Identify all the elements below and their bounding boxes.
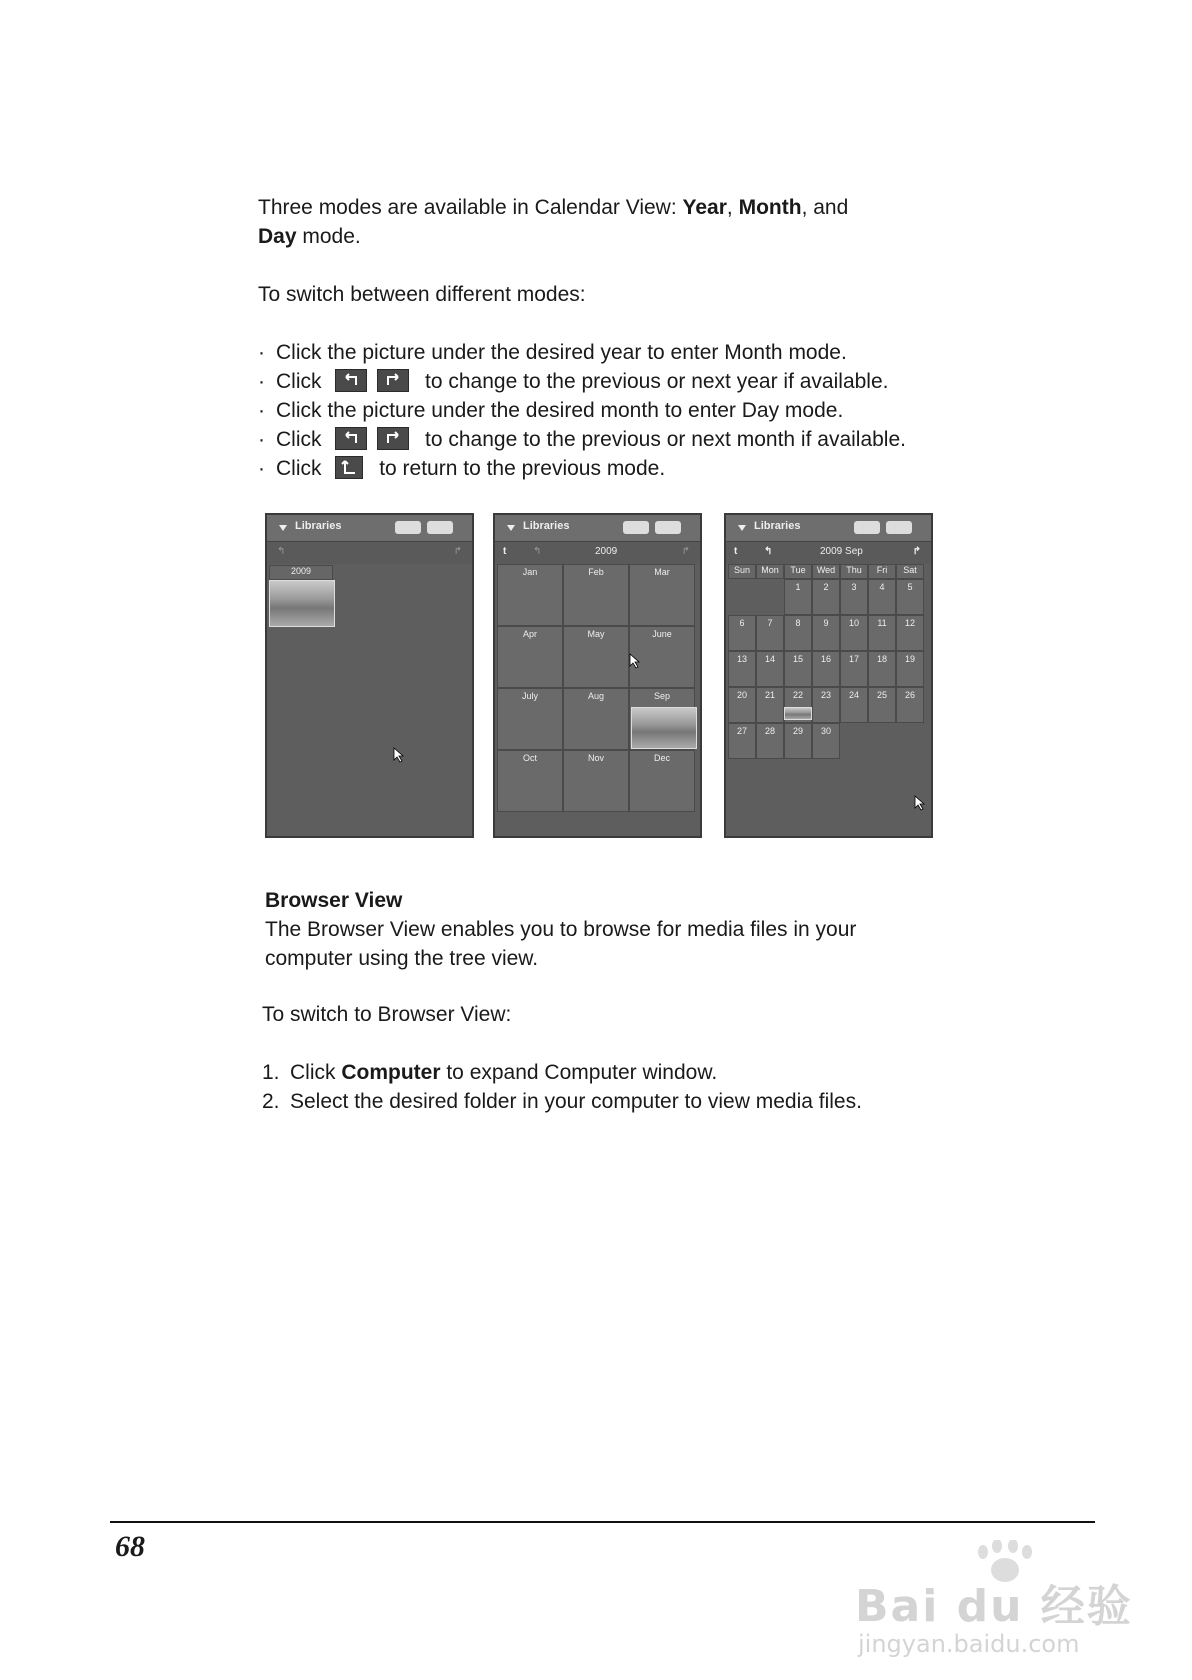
bullet-text: to change to the previous or next month if available.: [425, 428, 906, 451]
browser-desc-line-2: computer using the tree view.: [265, 947, 539, 970]
intro-text: Three modes are available in Calendar View:: [258, 196, 683, 219]
month-thumbnail[interactable]: [631, 707, 697, 749]
bullet-dot: ·: [258, 428, 265, 451]
day-cell[interactable]: 10: [840, 615, 868, 651]
bullet-item: [258, 396, 843, 425]
cursor-icon: [914, 795, 926, 816]
year-mode-screenshot: [265, 513, 474, 838]
month-mode-label: Month: [738, 196, 802, 219]
previous-arrow-icon: [335, 427, 367, 450]
month-cell[interactable]: July: [497, 688, 563, 750]
browser-view-heading: Browser View: [265, 889, 403, 912]
day-cell[interactable]: 27: [728, 723, 756, 759]
collapse-triangle-icon: [279, 525, 287, 531]
day-cell[interactable]: 1: [784, 579, 812, 615]
month-mode-screenshot: [493, 513, 702, 838]
libraries-label: Libraries: [754, 520, 801, 532]
footer-rule: [110, 1521, 1095, 1523]
day-cell[interactable]: 3: [840, 579, 868, 615]
weekday-header: Tue: [784, 564, 812, 579]
next-arrow-icon: [377, 427, 409, 450]
list-view-icon: [655, 521, 681, 534]
intro-line-1: [258, 193, 848, 222]
day-cell[interactable]: 2: [812, 579, 840, 615]
browser-switch-heading: To switch to Browser View:: [262, 1003, 512, 1026]
libraries-label: Libraries: [295, 520, 342, 532]
month-cell[interactable]: June: [629, 626, 695, 688]
calendar-view-icon: [854, 521, 880, 534]
previous-arrow-icon: [335, 369, 367, 392]
day-cell[interactable]: 19: [896, 651, 924, 687]
previous-arrow-icon[interactable]: ↰: [533, 546, 542, 557]
day-thumbnail[interactable]: [784, 707, 812, 720]
click-word: Click: [276, 428, 322, 451]
bullet-text: Click the picture under the desired year to enter Month mode.: [276, 341, 847, 364]
day-cell[interactable]: 26: [896, 687, 924, 723]
bullet-dot: ·: [258, 370, 265, 393]
day-cell[interactable]: 20: [728, 687, 756, 723]
up-level-icon[interactable]: t: [503, 546, 507, 557]
month-cell[interactable]: Jan: [497, 564, 563, 626]
cursor-icon: [393, 747, 405, 768]
libraries-header: [267, 515, 472, 542]
day-cell[interactable]: 18: [868, 651, 896, 687]
day-cell[interactable]: 17: [840, 651, 868, 687]
day-cell[interactable]: 23: [812, 687, 840, 723]
click-word: Click: [276, 370, 322, 393]
libraries-header: [495, 515, 700, 542]
weekday-header: Mon: [756, 564, 784, 579]
intro-line-2: [258, 222, 361, 251]
month-cell[interactable]: Mar: [629, 564, 695, 626]
browser-step-1: [262, 1058, 717, 1087]
day-cell[interactable]: 8: [784, 615, 812, 651]
libraries-header: [726, 515, 931, 542]
year-mode-label: Year: [682, 196, 727, 219]
day-cell[interactable]: 9: [812, 615, 840, 651]
weekday-header: Thu: [840, 564, 868, 579]
step-text: Click: [290, 1061, 342, 1084]
up-level-icon: [335, 456, 363, 479]
browser-step-2: [262, 1087, 862, 1116]
day-cell[interactable]: 12: [896, 615, 924, 651]
browser-desc-line-1: The Browser View enables you to browse for media files in your: [265, 918, 857, 941]
day-cell[interactable]: 21: [756, 687, 784, 723]
step-number: 1.: [262, 1061, 280, 1084]
up-level-icon[interactable]: t: [734, 546, 738, 557]
bullet-text: to return to the previous mode.: [379, 457, 666, 480]
day-cell[interactable]: 4: [868, 579, 896, 615]
baidu-url: jingyan.baidu.com: [858, 1630, 1080, 1658]
day-nav-bar: [726, 542, 931, 564]
libraries-label: Libraries: [523, 520, 570, 532]
day-cell[interactable]: 22: [784, 687, 812, 723]
intro-mode-text: mode.: [296, 225, 361, 248]
nav-year-label: 2009: [595, 546, 618, 557]
day-cell[interactable]: 14: [756, 651, 784, 687]
previous-arrow-icon[interactable]: ↰: [764, 546, 773, 557]
year-thumbnail[interactable]: [269, 580, 335, 627]
list-view-icon: [886, 521, 912, 534]
bullet-dot: ·: [258, 399, 265, 422]
nav-month-label: 2009 Sep: [820, 546, 863, 557]
weekday-header: Wed: [812, 564, 840, 579]
next-arrow-icon: ↱: [453, 546, 462, 557]
year-nav-bar: [267, 542, 472, 564]
previous-arrow-icon: ↰: [277, 546, 286, 557]
weekday-header: Sun: [728, 564, 756, 579]
collapse-triangle-icon: [507, 525, 515, 531]
list-view-icon: [427, 521, 453, 534]
intro-separator: ,: [726, 196, 739, 219]
collapse-triangle-icon: [738, 525, 746, 531]
month-cell[interactable]: Aug: [563, 688, 629, 750]
calendar-view-icon: [623, 521, 649, 534]
step-text: to expand Computer window.: [440, 1061, 718, 1084]
day-cell[interactable]: 15: [784, 651, 812, 687]
bullet-text: Click the picture under the desired month to enter Day mode.: [276, 399, 844, 422]
next-arrow-icon[interactable]: ↱: [912, 546, 921, 557]
year-label: 2009: [269, 565, 333, 580]
month-cell[interactable]: Sep: [629, 688, 695, 750]
computer-label: Computer: [341, 1061, 441, 1084]
month-cell[interactable]: Nov: [563, 750, 629, 812]
bullet-item: [258, 454, 665, 483]
weekday-header: Sat: [896, 564, 924, 579]
month-cell[interactable]: Feb: [563, 564, 629, 626]
day-cell[interactable]: 13: [728, 651, 756, 687]
switch-heading: To switch between different modes:: [258, 283, 586, 306]
bullet-item: [258, 425, 906, 454]
day-cell[interactable]: 28: [756, 723, 784, 759]
month-cell[interactable]: Oct: [497, 750, 563, 812]
day-mode-label: Day: [258, 225, 297, 248]
next-arrow-icon[interactable]: ↱: [681, 546, 690, 557]
day-cell[interactable]: 29: [784, 723, 812, 759]
weekday-header: Fri: [868, 564, 896, 579]
page-number: 68: [115, 1530, 145, 1563]
bullet-item: [258, 338, 847, 367]
intro-and: , and: [801, 196, 849, 219]
day-cell[interactable]: 16: [812, 651, 840, 687]
baidu-logo-text: Bai du 经验: [855, 1581, 1133, 1632]
day-cell[interactable]: 30: [812, 723, 840, 759]
day-cell[interactable]: 6: [728, 615, 756, 651]
bullet-dot: ·: [258, 341, 265, 364]
bullet-item: [258, 367, 888, 396]
day-cell[interactable]: 24: [840, 687, 868, 723]
day-mode-screenshot: [724, 513, 933, 838]
day-cell[interactable]: 7: [756, 615, 784, 651]
next-arrow-icon: [377, 369, 409, 392]
click-word: Click: [276, 457, 322, 480]
bullet-text: to change to the previous or next year if available.: [425, 370, 889, 393]
day-cell[interactable]: 25: [868, 687, 896, 723]
month-cell[interactable]: Apr: [497, 626, 563, 688]
month-cell[interactable]: May: [563, 626, 629, 688]
step-number: 2.: [262, 1090, 280, 1113]
day-cell[interactable]: 11: [868, 615, 896, 651]
month-cell[interactable]: Dec: [629, 750, 695, 812]
month-nav-bar: [495, 542, 700, 564]
calendar-view-icon: [395, 521, 421, 534]
cursor-icon: [629, 653, 641, 674]
bullet-dot: ·: [258, 457, 265, 480]
step-text: Select the desired folder in your computer to view media files.: [290, 1090, 862, 1113]
day-cell[interactable]: 5: [896, 579, 924, 615]
